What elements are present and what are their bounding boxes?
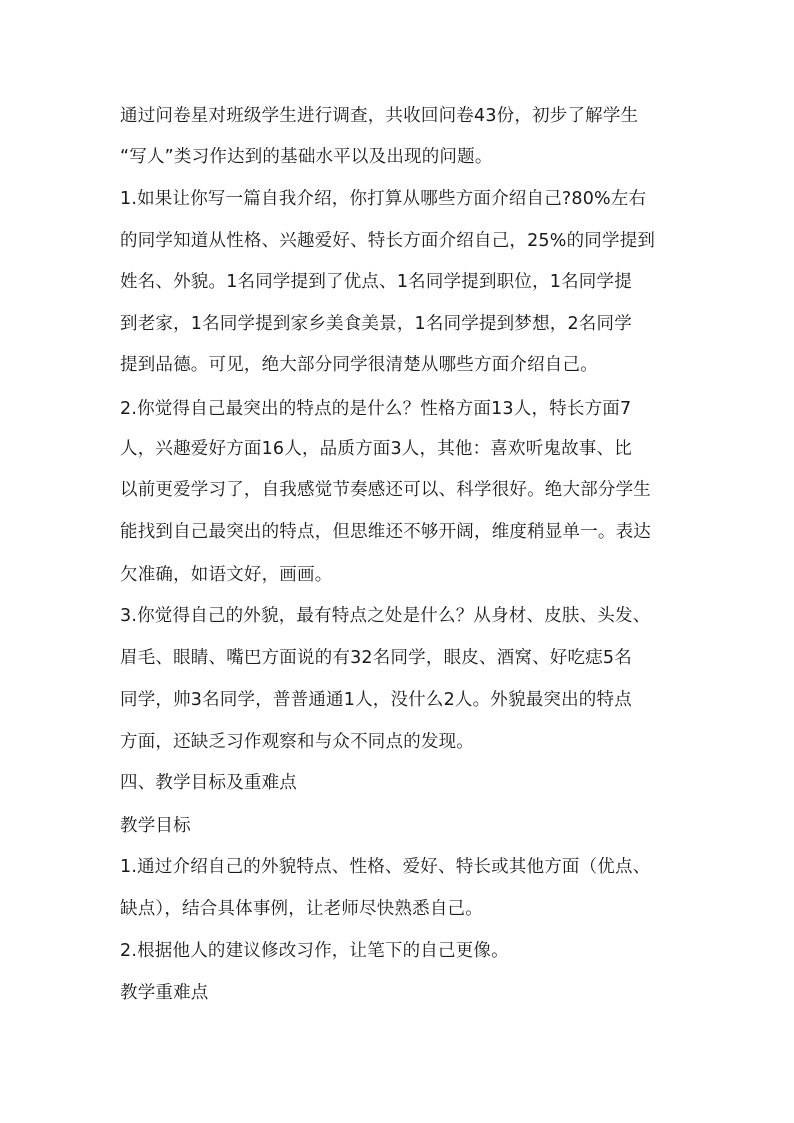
text-line: 的同学知道从性格、兴趣爱好、特长方面介绍自己，25%的同学提到 xyxy=(120,231,656,251)
text-line: 姓名、外貌。1名同学提到了优点、1名同学提到职位，1名同学提 xyxy=(120,272,632,292)
section-heading: 四、教学目标及重难点 xyxy=(120,773,297,793)
text-line: “写人”类习作达到的基础水平以及出现的问题。 xyxy=(120,147,493,167)
text-line: 3.你觉得自己的外貌，最有特点之处是什么？从身材、皮肤、头发、 xyxy=(120,606,651,626)
text-line: 到老家，1名同学提到家乡美食美景，1名同学提到梦想，2名同学 xyxy=(120,314,632,334)
text-line: 欠准确，如语文好，画画。 xyxy=(120,565,333,585)
text-line: 通过问卷星对班级学生进行调查，共收回问卷43份，初步了解学生 xyxy=(120,106,639,126)
text-line: 能找到自己最突出的特点，但思维还不够开阔，维度稍显单一。表达 xyxy=(120,522,651,542)
text-line: 1.如果让你写一篇自我介绍，你打算从哪些方面介绍自己?80%左右 xyxy=(120,189,647,209)
text-line: 以前更爱学习了，自我感觉节奏感还可以、科学很好。绝大部分学生 xyxy=(120,480,651,500)
subsection-heading: 教学目标 xyxy=(120,816,191,836)
text-line: 同学，帅3名同学，普普通通1人，没什么2人。外貌最突出的特点 xyxy=(120,690,632,710)
text-line: 缺点），结合具体事例，让老师尽快熟悉自己。 xyxy=(120,899,483,919)
text-line: 方面，还缺乏习作观察和与众不同点的发现。 xyxy=(120,732,474,752)
text-line: 眉毛、眼睛、嘴巴方面说的有32名同学，眼皮、酒窝、好吃痣5名 xyxy=(120,648,632,668)
text-line: 1.通过介绍自己的外貌特点、性格、爱好、特长或其他方面（优点、 xyxy=(120,857,651,877)
text-line: 2.你觉得自己最突出的特点的是什么？性格方面13人，特长方面7 xyxy=(120,399,632,419)
text-line: 提到品德。可见，绝大部分同学很清楚从哪些方面介绍自己。 xyxy=(120,355,598,375)
text-line: 2.根据他人的建议修改习作，让笔下的自己更像。 xyxy=(120,941,509,961)
subsection-heading: 教学重难点 xyxy=(120,983,209,1003)
text-line: 人，兴趣爱好方面16人，品质方面3人，其他：喜欢听鬼故事、比 xyxy=(120,439,632,459)
